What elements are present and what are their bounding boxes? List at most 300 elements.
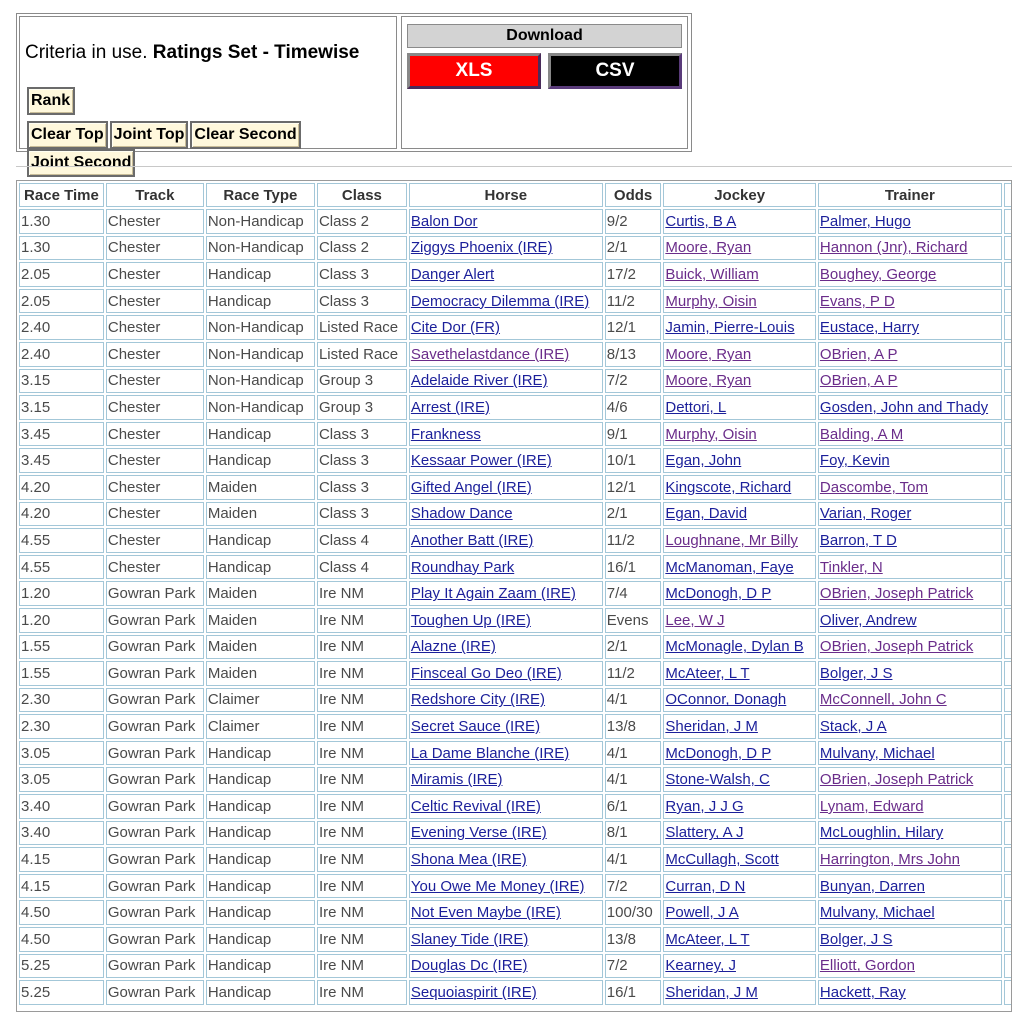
horse-cell <box>409 661 603 686</box>
race-type-cell: Handicap <box>206 555 315 580</box>
race-time-cell: 3.45 <box>19 422 104 447</box>
trainer-link[interactable]: Gosden, John and Thady <box>819 398 989 416</box>
table-row <box>19 954 1012 979</box>
horse-link[interactable]: Cite Dor (FR) <box>410 319 501 337</box>
truncated-cell <box>1004 874 1012 899</box>
rank-button[interactable]: Rank <box>27 87 75 115</box>
horse-cell <box>409 262 603 287</box>
truncated-cell <box>1004 289 1012 314</box>
horse-cell <box>409 448 603 473</box>
jockey-link[interactable]: Murphy, Oisin <box>665 425 757 443</box>
table-row <box>19 209 1012 234</box>
horse-link[interactable]: Savethelastdance (IRE) <box>410 345 570 363</box>
trainer-cell <box>818 395 1002 420</box>
jockey-link[interactable]: McManoman, Faye <box>665 558 794 576</box>
jockey-link[interactable]: McAteer, L T <box>665 930 750 948</box>
column-header-class[interactable]: Class <box>317 183 407 207</box>
trainer-cell <box>818 794 1002 819</box>
race-type-cell: Maiden <box>206 502 315 527</box>
truncated-cell <box>1004 448 1012 473</box>
truncated-cell <box>1004 236 1012 261</box>
jockey-link[interactable]: Murphy, Oisin <box>665 292 757 310</box>
odds-cell: 9/1 <box>605 422 662 447</box>
track-cell: Chester <box>106 422 204 447</box>
horse-link[interactable]: Roundhay Park <box>410 558 515 576</box>
race-time-cell: 4.20 <box>19 475 104 500</box>
race-type-cell: Maiden <box>206 608 315 633</box>
class-cell: Ire NM <box>317 954 407 979</box>
trainer-link[interactable]: Dascombe, Tom <box>819 478 929 496</box>
horse-cell <box>409 369 603 394</box>
criteria-panel <box>16 13 692 171</box>
jockey-link[interactable]: McCullagh, Scott <box>665 851 779 869</box>
column-header-more <box>1004 183 1012 207</box>
table-row <box>19 608 1012 633</box>
horse-link[interactable]: Secret Sauce (IRE) <box>410 718 541 736</box>
odds-cell: 10/1 <box>605 448 662 473</box>
odds-cell: 12/1 <box>605 475 662 500</box>
trainer-link[interactable]: Lynam, Edward <box>819 797 924 815</box>
race-time-cell: 3.15 <box>19 369 104 394</box>
trainer-cell <box>818 821 1002 846</box>
jockey-link[interactable]: OConnor, Donagh <box>665 691 787 709</box>
odds-cell: 4/1 <box>605 741 662 766</box>
trainer-link[interactable]: Varian, Roger <box>819 505 912 523</box>
horse-link[interactable]: Balon Dor <box>410 212 478 230</box>
race-type-cell: Non-Handicap <box>206 236 315 261</box>
clear-second-button[interactable]: Clear Second <box>190 121 300 149</box>
trainer-link[interactable]: OBrien, Joseph Patrick <box>819 638 974 656</box>
jockey-cell <box>663 209 816 234</box>
truncated-cell <box>1004 635 1012 660</box>
truncated-cell <box>1004 555 1012 580</box>
horse-cell <box>409 581 603 606</box>
odds-cell: 4/1 <box>605 767 662 792</box>
race-type-cell: Handicap <box>206 847 315 872</box>
track-cell: Chester <box>106 262 204 287</box>
trainer-cell <box>818 900 1002 925</box>
race-type-cell: Non-Handicap <box>206 342 315 367</box>
jockey-link[interactable]: Ryan, J J G <box>665 797 744 815</box>
truncated-cell <box>1004 502 1012 527</box>
horse-link[interactable]: Gifted Angel (IRE) <box>410 478 532 496</box>
horse-link[interactable]: Kessaar Power (IRE) <box>410 452 552 470</box>
race-time-cell: 3.45 <box>19 448 104 473</box>
class-cell: Ire NM <box>317 794 407 819</box>
trainer-link[interactable]: Boughey, George <box>819 265 937 283</box>
trainer-link[interactable]: OBrien, A P <box>819 345 898 363</box>
trainer-link[interactable]: Mulvany, Michael <box>819 904 935 922</box>
trainer-cell <box>818 927 1002 952</box>
jockey-link[interactable]: Sheridan, J M <box>665 718 758 736</box>
jockey-cell <box>663 714 816 739</box>
race-time-cell: 2.40 <box>19 315 104 340</box>
jockey-cell <box>663 608 816 633</box>
trainer-link[interactable]: OBrien, A P <box>819 372 898 390</box>
horse-link[interactable]: Toughen Up (IRE) <box>410 611 531 629</box>
criteria-text <box>25 42 359 64</box>
class-cell: Ire NM <box>317 847 407 872</box>
trainer-cell <box>818 688 1002 713</box>
horse-cell <box>409 555 603 580</box>
column-header-track[interactable]: Track <box>106 183 204 207</box>
race-time-cell: 3.40 <box>19 821 104 846</box>
class-cell: Ire NM <box>317 635 407 660</box>
horse-link[interactable]: Shona Mea (IRE) <box>410 851 527 869</box>
class-cell: Ire NM <box>317 900 407 925</box>
horse-cell <box>409 688 603 713</box>
truncated-cell <box>1004 581 1012 606</box>
class-cell: Class 3 <box>317 422 407 447</box>
truncated-cell <box>1004 714 1012 739</box>
horse-link[interactable]: La Dame Blanche (IRE) <box>410 744 570 762</box>
track-cell: Gowran Park <box>106 874 204 899</box>
horse-cell <box>409 395 603 420</box>
odds-cell: 9/2 <box>605 209 662 234</box>
track-cell: Chester <box>106 555 204 580</box>
truncated-cell <box>1004 395 1012 420</box>
jockey-link[interactable]: Stone-Walsh, C <box>665 771 770 789</box>
jockey-cell <box>663 767 816 792</box>
horse-cell <box>409 954 603 979</box>
horse-link[interactable]: Democracy Dilemma (IRE) <box>410 292 590 310</box>
table-row <box>19 847 1012 872</box>
race-time-cell: 1.30 <box>19 236 104 261</box>
truncated-cell <box>1004 528 1012 553</box>
race-time-cell: 5.25 <box>19 954 104 979</box>
race-type-cell: Handicap <box>206 741 315 766</box>
trainer-link[interactable]: Elliott, Gordon <box>819 957 915 975</box>
horse-cell <box>409 874 603 899</box>
jockey-link[interactable]: Moore, Ryan <box>665 239 752 257</box>
odds-cell: 12/1 <box>605 315 662 340</box>
horse-cell <box>409 927 603 952</box>
jockey-link[interactable]: Kearney, J <box>665 957 736 975</box>
column-header-race-time[interactable]: Race Time <box>19 183 104 207</box>
trainer-link[interactable]: Barron, T D <box>819 531 897 549</box>
race-time-cell: 3.05 <box>19 741 104 766</box>
criteria-prefix: Criteria in use. <box>25 42 153 63</box>
truncated-cell <box>1004 422 1012 447</box>
race-type-cell: Maiden <box>206 661 315 686</box>
races-table <box>17 181 1012 1007</box>
odds-cell: 8/13 <box>605 342 662 367</box>
jockey-link[interactable]: Loughnane, Mr Billy <box>665 531 798 549</box>
track-cell: Chester <box>106 528 204 553</box>
class-cell: Ire NM <box>317 767 407 792</box>
column-header-race-type[interactable]: Race Type <box>206 183 315 207</box>
jockey-link[interactable]: McAteer, L T <box>665 664 750 682</box>
race-time-cell: 4.15 <box>19 847 104 872</box>
trainer-link[interactable]: Hannon (Jnr), Richard <box>819 239 968 257</box>
class-cell: Class 3 <box>317 475 407 500</box>
truncated-cell <box>1004 661 1012 686</box>
jockey-link[interactable]: Egan, David <box>665 505 748 523</box>
race-time-cell: 2.30 <box>19 714 104 739</box>
trainer-link[interactable]: OBrien, Joseph Patrick <box>819 771 974 789</box>
truncated-cell <box>1004 315 1012 340</box>
trainer-link[interactable]: Bolger, J S <box>819 930 893 948</box>
horse-link[interactable]: Slaney Tide (IRE) <box>410 930 529 948</box>
horse-link[interactable]: Shadow Dance <box>410 505 513 523</box>
horse-link[interactable]: You Owe Me Money (IRE) <box>410 877 585 895</box>
horse-link[interactable]: Play It Again Zaam (IRE) <box>410 585 576 603</box>
trainer-link[interactable]: OBrien, Joseph Patrick <box>819 585 974 603</box>
trainer-cell <box>818 422 1002 447</box>
horse-link[interactable]: Douglas Dc (IRE) <box>410 957 528 975</box>
race-type-cell: Non-Handicap <box>206 209 315 234</box>
trainer-link[interactable]: Stack, J A <box>819 718 887 736</box>
race-type-cell: Handicap <box>206 262 315 287</box>
table-row <box>19 874 1012 899</box>
class-cell: Class 4 <box>317 555 407 580</box>
jockey-cell <box>663 688 816 713</box>
track-cell: Chester <box>106 369 204 394</box>
horse-link[interactable]: Finsceal Go Deo (IRE) <box>410 664 562 682</box>
trainer-link[interactable]: McConnell, John C <box>819 691 947 709</box>
table-row <box>19 900 1012 925</box>
jockey-link[interactable]: Dettori, L <box>665 398 727 416</box>
table-row <box>19 448 1012 473</box>
truncated-cell <box>1004 900 1012 925</box>
horse-cell <box>409 821 603 846</box>
jockey-link[interactable]: Lee, W J <box>665 611 725 629</box>
track-cell: Gowran Park <box>106 741 204 766</box>
track-cell: Gowran Park <box>106 608 204 633</box>
jockey-cell <box>663 422 816 447</box>
horse-link[interactable]: Frankness <box>410 425 481 443</box>
horse-cell <box>409 714 603 739</box>
jockey-link[interactable]: Curtis, B A <box>665 212 737 230</box>
race-time-cell: 4.20 <box>19 502 104 527</box>
jockey-cell <box>663 954 816 979</box>
horse-link[interactable]: Not Even Maybe (IRE) <box>410 904 561 922</box>
table-row <box>19 555 1012 580</box>
race-type-cell: Non-Handicap <box>206 395 315 420</box>
race-time-cell: 1.30 <box>19 209 104 234</box>
truncated-cell <box>1004 475 1012 500</box>
jockey-link[interactable]: Slattery, A J <box>665 824 744 842</box>
track-cell: Chester <box>106 209 204 234</box>
table-row <box>19 821 1012 846</box>
trainer-link[interactable]: Bunyan, Darren <box>819 877 925 895</box>
track-cell: Gowran Park <box>106 821 204 846</box>
horse-link[interactable]: Danger Alert <box>410 265 495 283</box>
jockey-cell <box>663 821 816 846</box>
track-cell: Gowran Park <box>106 714 204 739</box>
horse-link[interactable]: Another Batt (IRE) <box>410 531 534 549</box>
jockey-cell <box>663 342 816 367</box>
truncated-cell <box>1004 262 1012 287</box>
table-row <box>19 980 1012 1005</box>
odds-cell: 8/1 <box>605 821 662 846</box>
trainer-cell <box>818 528 1002 553</box>
track-cell: Gowran Park <box>106 927 204 952</box>
class-cell: Class 2 <box>317 236 407 261</box>
column-header-jockey[interactable]: Jockey <box>663 183 816 207</box>
race-type-cell: Non-Handicap <box>206 369 315 394</box>
jockey-link[interactable]: Jamin, Pierre-Louis <box>665 319 795 337</box>
trainer-link[interactable]: Eustace, Harry <box>819 319 920 337</box>
horse-link[interactable]: Celtic Revival (IRE) <box>410 797 541 815</box>
jockey-link[interactable]: Moore, Ryan <box>665 345 752 363</box>
table-row <box>19 688 1012 713</box>
trainer-cell <box>818 262 1002 287</box>
horse-link[interactable]: Redshore City (IRE) <box>410 691 546 709</box>
trainer-cell <box>818 475 1002 500</box>
trainer-cell <box>818 847 1002 872</box>
table-row <box>19 422 1012 447</box>
trainer-cell <box>818 980 1002 1005</box>
table-row <box>19 236 1012 261</box>
table-row <box>19 395 1012 420</box>
criteria-value: Ratings Set - Timewise <box>152 42 360 63</box>
truncated-cell <box>1004 794 1012 819</box>
horse-cell <box>409 342 603 367</box>
trainer-link[interactable]: Mulvany, Michael <box>819 744 935 762</box>
trainer-link[interactable]: Evans, P D <box>819 292 895 310</box>
horse-cell <box>409 741 603 766</box>
race-type-cell: Handicap <box>206 767 315 792</box>
horse-link[interactable]: Arrest (IRE) <box>410 398 491 416</box>
race-type-cell: Handicap <box>206 528 315 553</box>
race-type-cell: Handicap <box>206 289 315 314</box>
trainer-cell <box>818 342 1002 367</box>
track-cell: Gowran Park <box>106 581 204 606</box>
table-row <box>19 635 1012 660</box>
horse-cell <box>409 608 603 633</box>
horse-cell <box>409 794 603 819</box>
joint-top-button[interactable]: Joint Top <box>110 121 189 149</box>
jockey-cell <box>663 980 816 1005</box>
download-panel <box>401 16 688 149</box>
trainer-link[interactable]: Balding, A M <box>819 425 904 443</box>
csv-download-button[interactable]: CSV <box>548 53 682 89</box>
table-row <box>19 289 1012 314</box>
jockey-link[interactable]: Sheridan, J M <box>665 984 758 1002</box>
horse-link[interactable]: Sequoiaspirit (IRE) <box>410 984 537 1002</box>
jockey-link[interactable]: McDonogh, D P <box>665 744 772 762</box>
trainer-link[interactable]: Hackett, Ray <box>819 984 906 1002</box>
race-time-cell: 2.40 <box>19 342 104 367</box>
odds-cell: 7/2 <box>605 369 662 394</box>
odds-cell: 7/2 <box>605 954 662 979</box>
class-cell: Class 4 <box>317 528 407 553</box>
table-row <box>19 315 1012 340</box>
table-header-row <box>19 183 1012 207</box>
jockey-link[interactable]: Curran, D N <box>665 877 746 895</box>
class-cell: Class 3 <box>317 448 407 473</box>
trainer-link[interactable]: Harrington, Mrs John <box>819 851 960 869</box>
jockey-link[interactable]: Moore, Ryan <box>665 372 752 390</box>
horse-cell <box>409 900 603 925</box>
jockey-link[interactable]: McMonagle, Dylan B <box>665 638 804 656</box>
jockey-cell <box>663 502 816 527</box>
divider <box>16 166 1012 167</box>
odds-cell: 2/1 <box>605 635 662 660</box>
jockey-cell <box>663 528 816 553</box>
race-type-cell: Maiden <box>206 581 315 606</box>
track-cell: Chester <box>106 315 204 340</box>
trainer-cell <box>818 448 1002 473</box>
column-header-horse[interactable]: Horse <box>409 183 603 207</box>
horse-link[interactable]: Adelaide River (IRE) <box>410 372 548 390</box>
table-body <box>19 209 1012 1005</box>
jockey-link[interactable]: Buick, William <box>665 265 759 283</box>
trainer-link[interactable]: Tinkler, N <box>819 558 883 576</box>
track-cell: Gowran Park <box>106 767 204 792</box>
race-type-cell: Handicap <box>206 954 315 979</box>
odds-cell: 7/2 <box>605 874 662 899</box>
horse-cell <box>409 315 603 340</box>
jockey-cell <box>663 475 816 500</box>
track-cell: Gowran Park <box>106 661 204 686</box>
race-time-cell: 3.40 <box>19 794 104 819</box>
table-row <box>19 528 1012 553</box>
jockey-link[interactable]: McDonogh, D P <box>665 585 772 603</box>
race-time-cell: 2.30 <box>19 688 104 713</box>
jockey-cell <box>663 262 816 287</box>
column-header-trainer[interactable]: Trainer <box>818 183 1002 207</box>
class-cell: Ire NM <box>317 874 407 899</box>
jockey-link[interactable]: Kingscote, Richard <box>665 478 792 496</box>
class-cell: Ire NM <box>317 980 407 1005</box>
trainer-link[interactable]: Oliver, Andrew <box>819 611 917 629</box>
track-cell: Gowran Park <box>106 847 204 872</box>
horse-cell <box>409 422 603 447</box>
track-cell: Chester <box>106 448 204 473</box>
trainer-link[interactable]: Palmer, Hugo <box>819 212 911 230</box>
race-type-cell: Maiden <box>206 475 315 500</box>
jockey-cell <box>663 874 816 899</box>
track-cell: Gowran Park <box>106 900 204 925</box>
class-cell: Class 3 <box>317 502 407 527</box>
horse-link[interactable]: Alazne (IRE) <box>410 638 496 656</box>
odds-cell: 11/2 <box>605 661 662 686</box>
race-time-cell: 5.25 <box>19 980 104 1005</box>
odds-cell: 17/2 <box>605 262 662 287</box>
column-header-odds[interactable]: Odds <box>605 183 662 207</box>
horse-link[interactable]: Evening Verse (IRE) <box>410 824 547 842</box>
odds-cell: 4/1 <box>605 688 662 713</box>
trainer-link[interactable]: Bolger, J S <box>819 664 893 682</box>
xls-download-button[interactable]: XLS <box>407 53 541 89</box>
jockey-link[interactable]: Powell, J A <box>665 904 739 922</box>
horse-cell <box>409 635 603 660</box>
jockey-cell <box>663 900 816 925</box>
jockey-cell <box>663 289 816 314</box>
class-cell: Ire NM <box>317 688 407 713</box>
jockey-cell <box>663 794 816 819</box>
jockey-link[interactable]: Egan, John <box>665 452 742 470</box>
class-cell: Ire NM <box>317 714 407 739</box>
table-row <box>19 661 1012 686</box>
class-cell: Class 3 <box>317 289 407 314</box>
track-cell: Chester <box>106 502 204 527</box>
trainer-link[interactable]: Foy, Kevin <box>819 452 890 470</box>
horse-link[interactable]: Miramis (IRE) <box>410 771 503 789</box>
race-time-cell: 1.55 <box>19 635 104 660</box>
race-time-cell: 3.05 <box>19 767 104 792</box>
trainer-link[interactable]: McLoughlin, Hilary <box>819 824 944 842</box>
horse-link[interactable]: Ziggys Phoenix (IRE) <box>410 239 553 257</box>
clear-top-button[interactable]: Clear Top <box>27 121 108 149</box>
odds-cell: Evens <box>605 608 662 633</box>
odds-cell: 7/4 <box>605 581 662 606</box>
joint-second-button[interactable]: Joint Second <box>27 149 135 177</box>
odds-cell: 2/1 <box>605 236 662 261</box>
race-type-cell: Maiden <box>206 635 315 660</box>
